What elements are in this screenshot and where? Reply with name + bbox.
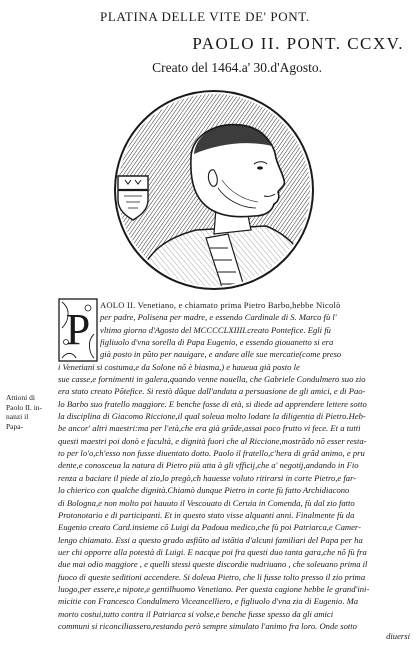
text-line: sue casse,e fornimenti in galera,quando venne nouella, che Gabriele Condulmero suo zio: [58, 374, 366, 385]
chapter-title: PAOLO II. PONT. CCXV.: [192, 34, 404, 53]
pope-portrait-woodcut: [96, 88, 326, 293]
text-line: Eugenio creato Card.insieme cõ Luigi da Padoua medico,che fù poi Patriarca,e Camer-: [58, 522, 361, 533]
catchword: diuersi: [386, 631, 410, 641]
marginal-note-line: Paolo II. in-: [6, 402, 43, 412]
marginal-note: [6, 393, 56, 431]
text-line: i Venetiani si costuma,e da Solone nõ è biasma,) e haueua già posto le: [58, 361, 300, 372]
text-line: vltimo giorno d'Agosto del MCCCCLXIIII.creato Pontefice. Egli fù: [100, 324, 331, 335]
text-line: figliuolo d'vna sorella di Papa Eugenio, e essendo giouanetto si era: [100, 337, 334, 348]
text-line: di Bologna,e non molto poi hauuto il Vescouato di Ceruia in Comenda, fù dal zio fatto: [58, 497, 355, 508]
text-line: renza a baciare il piede al zio,lo pregò,ch hauesse voluto ritirarsi in corte Pietro,e far-: [58, 472, 357, 483]
text-line: be ancor' altri maestri:ma per l'età,che era già grãde,assai poco frutto vi fece. Et a tutti: [58, 423, 361, 434]
text-line: due mai odio maggiore , e quelli stessi queste discordie nudriuano , che soleuano prima il: [58, 559, 368, 570]
text-line: dente,e conosceua la natura di Pietro più atta à gli vfficij,che a' negotij,andando in Fio: [58, 460, 359, 471]
creation-date-line: Creato del 1464.a' 30.d'Agosto.: [152, 60, 322, 75]
marginal-note-line: Attioni di: [6, 393, 35, 402]
running-head: PLATINA DELLE VITE DE' PONT.: [100, 9, 310, 24]
text-line: già posto in pũto per nauigare, e andare alle sue mercatie(come preso: [100, 349, 342, 360]
text-line: AOLO II. Venetiano, e chiamato prima Pietro Barbo,hebbe Nicolò: [100, 300, 341, 310]
text-line: per padre, Polisena per madre, e essendo Cardinale di S. Marco fù l': [100, 312, 337, 323]
marginal-note-line: Papa-: [6, 421, 24, 431]
text-line: la disciplina di Giacomo Riccione,il qual soleua molto lodare la diligentia di Pietro.Heb-: [58, 411, 366, 422]
drop-capital-letter: P: [65, 305, 91, 354]
text-line: luogo,per essere,e nipote,e gentilhuomo Venetiano. Per questa cagione hebbe le grand'ini-: [58, 583, 370, 594]
text-line: fuoco di queste seditioni accendere. Si doleua Pietro, che li fusse tolto presso il zio prima: [58, 571, 366, 582]
body-text: [58, 299, 410, 632]
text-line: micitie con Francesco Condulmero Viceancelliero, e figliuolo d'vna zia di Eugenio. Ma: [58, 596, 359, 607]
text-line: uer chi opporre alla potestà di Luigi. E nacque poi fra questi duo tanta gara,che nõ fù fra: [58, 546, 367, 557]
text-line: era stato creato Põtefice. Si restò dũque dall'andata a persuasione de gli amici, e di Pao-: [58, 386, 366, 397]
text-line: communi si riconciliassero,restando però sempre simulato l'animo fra loro. Onde sotto: [58, 620, 357, 631]
text-line: to per lo'o,ch'esso non fusse diuentato dotto. Paolo il fratello,c'hera di grãd animo, e pru: [58, 448, 365, 459]
marginal-note-line: nanzi il: [6, 412, 29, 421]
text-line: lo chierico con qualche dignità.Chiamò dunque Pietro in corte fù fatto Archidiacono: [58, 485, 350, 496]
text-line: questi maestri poi donò e facultà, e dignità fuori che al Riccione,mostrãdo nõ esser resta-: [58, 435, 367, 446]
text-line: lo Barbo suo fratello maggiore. E benche fosse di età, si diede ad apprendere lettere sotto: [58, 398, 367, 409]
text-line: morto costui,tutto contra il Patriarca si volse,e benche fusse spesso da gli amici: [58, 608, 334, 619]
text-line: lengo chiamato. Essi a questo grado asfiũto ad istãtia d'alcuni familiari del Papa per ha: [58, 534, 363, 545]
text-line: Protonotario e di participanti. Et in questo stato visse alquanti anni. Finalmente fù da: [58, 509, 355, 520]
